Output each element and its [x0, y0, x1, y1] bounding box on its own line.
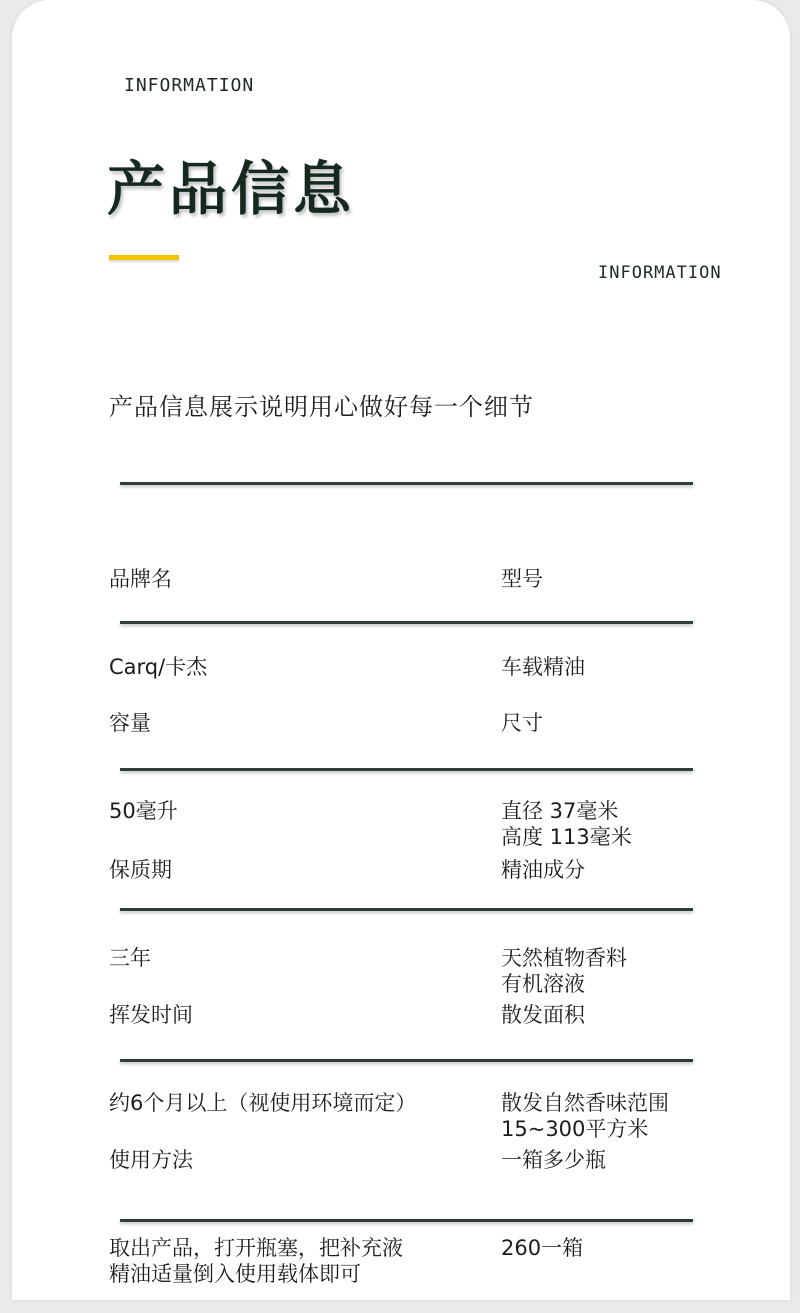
- spec-value: Carq/卡杰: [109, 655, 208, 679]
- accent-bar: [109, 255, 179, 260]
- spec-label: 一箱多少瓶: [501, 1148, 606, 1172]
- spec-value: 取出产品，打开瓶塞，把补充液 精油适量倒入使用载体即可: [109, 1236, 403, 1286]
- spec-value: 260一箱: [501, 1236, 584, 1260]
- spec-label: 散发面积: [501, 1003, 585, 1027]
- spec-label: 品牌名: [109, 567, 172, 591]
- page-title: 产品信息: [107, 155, 356, 223]
- spec-value: 直径 37毫米 高度 113毫米: [501, 799, 632, 849]
- spec-label: 保质期: [109, 858, 172, 882]
- spec-usage: [109, 1095, 403, 1313]
- spec-value: 50毫升: [109, 799, 178, 823]
- spec-label: 挥发时间: [109, 1003, 193, 1027]
- section-label-right: INFORMATION: [598, 263, 722, 283]
- spec-label: 精油成分: [501, 858, 585, 882]
- spec-value: 三年: [109, 946, 151, 970]
- spec-label: 型号: [501, 567, 543, 591]
- spec-label: 容量: [109, 711, 151, 735]
- section-label-top: INFORMATION: [124, 75, 255, 96]
- spec-label: 尺寸: [501, 711, 543, 735]
- divider: [120, 482, 693, 485]
- spec-value: 散发自然香味范围 15~300平方米: [501, 1091, 669, 1141]
- spec-value: 天然植物香料 有机溶液: [501, 946, 627, 996]
- spec-per-case: [501, 1095, 606, 1287]
- spec-label: 使用方法: [109, 1148, 193, 1172]
- page-subtitle: 产品信息展示说明用心做好每一个细节: [109, 393, 534, 421]
- spec-value: 车载精油: [501, 655, 585, 679]
- spec-value: 约6个月以上（视使用环境而定）: [109, 1091, 417, 1115]
